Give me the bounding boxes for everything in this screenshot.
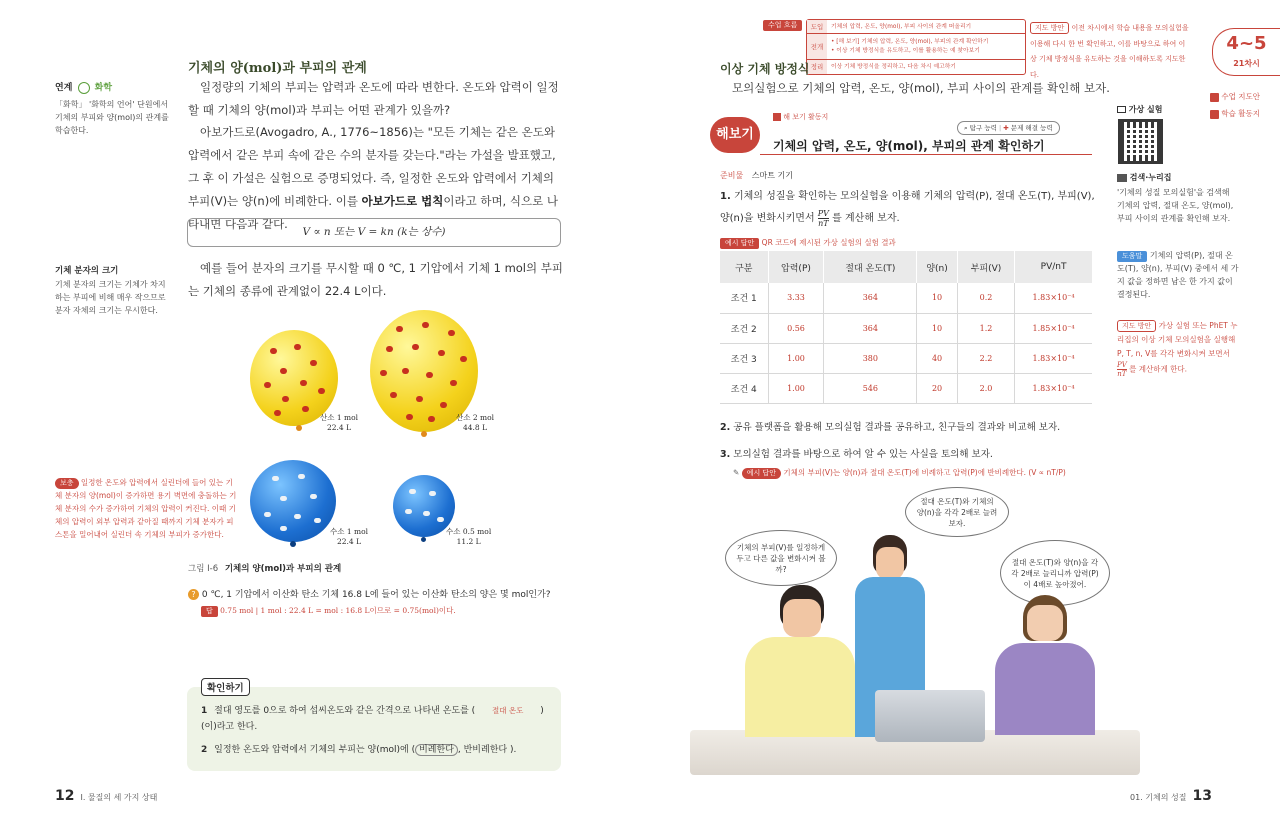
activity-tag: 해보기 — [710, 117, 760, 153]
paragraph-3: 예를 들어 분자의 크기를 무시할 때 0 ℃, 1 기압에서 기체 1 mol의 부피는 기체의 종류에 관계없이 22.4 L이다. — [188, 261, 563, 298]
search-section: 검색·누리집 '기체의 성질 모의실험'을 검색해 기체의 압력, 절대 온도, 양(mol), 부피 사이의 관계를 확인해 보자. — [1117, 172, 1239, 225]
activity-skills: ⌕ 탐구 능력 | ✚ 문제 해결 능력 — [957, 121, 1060, 135]
guide-pv-nt-fraction: $\frac{PV}{nT}$ — [1117, 361, 1127, 378]
flow-row-intro: 도입 기체의 압력, 온도, 양(mol), 부피 사이의 관계 떠올리기 — [807, 20, 1025, 34]
balloon-figure — [230, 305, 530, 560]
question — [188, 588, 568, 602]
virtual-lab-label: 가상 실험 — [1117, 104, 1163, 115]
col-header: 절대 온도(T) — [824, 251, 917, 283]
example-header: 예시 답안 QR 코드에 제시된 가상 실험의 실험 결과 — [720, 237, 896, 249]
footer-chapter: 01. 기체의 성질 — [1130, 793, 1187, 802]
result-table — [720, 251, 1092, 404]
check-q1-answer: 절대 온도 — [492, 706, 524, 715]
oxygen-1mol-balloon — [250, 330, 338, 426]
figure-caption — [188, 562, 341, 574]
help-text: 기체의 압력(P), 절대 온도(T), 양(n), 부피(V) 중에서 세 가지 값을 정하면 남은 한 가지 값이 결정된다. — [1117, 251, 1239, 299]
guide-top-text: 이전 차시에서 학습 내용을 모의실험을 이용해 다시 한 번 확인하고, 이를 바탕으로 하여 이상 기체 방정식을 유도하는 것을 이해하도록 지도한다. — [1030, 24, 1189, 79]
table-header-row — [720, 251, 1092, 283]
activity-title: 기체의 압력, 온도, 양(mol), 부피의 관계 확인하기 — [773, 139, 1045, 153]
oxygen-2mol-label: 산소 2 mol 44.8 L — [456, 413, 495, 432]
table-row: 조건 2 0.56 364 10 1.2 1.85×10⁻⁴ — [720, 313, 1092, 343]
student-left — [745, 585, 855, 735]
students-illustration — [690, 485, 1140, 780]
answer-text: 0.75 mol | 1 mol : 22.4 L = mol : 16.8 L이므로 = 0.75(mol)이다. — [220, 606, 456, 615]
activity-sub-tag[interactable]: 해 보기 활동지 — [773, 112, 828, 122]
check-box — [187, 683, 561, 771]
laptop — [875, 690, 985, 742]
search-web-icon — [1117, 174, 1127, 182]
check-title: 확인하기 — [201, 678, 250, 696]
answer-tag: 답 — [201, 606, 218, 617]
sidebar-size-title: 기체 분자의 크기 — [55, 266, 119, 276]
step-3: 3. 모의실험 결과를 바탕으로 하여 알 수 있는 사실을 토의해 보자. — [720, 449, 993, 460]
session-label: 21차시 — [1233, 59, 1260, 68]
col-header: 양(n) — [917, 251, 958, 283]
guide-tag: 지도 방안 — [1117, 320, 1156, 332]
monitor-icon — [1117, 106, 1126, 113]
sidebar-molecule-size — [55, 264, 173, 317]
supplement-text: 일정한 온도와 압력에서 실린더에 들어 있는 기체 분자의 양(mol)이 증가하면 용기 벽면에 충돌하는 기체 분자의 수가 증가하여 기체의 압력이 커진다. 이때 기체의 압력이 외부 압력과 같아질 때까지 기체 분자가 피스톤을 밀어내어 실린더 속 기체의 부피가 증가한다. — [55, 478, 237, 539]
lesson-plan-icon — [1210, 93, 1219, 102]
figure-caption-number: 그림 I-6 — [188, 564, 219, 574]
avogadro-law-term: 아보가드로 법칙 — [361, 194, 444, 208]
link-icon — [78, 82, 90, 94]
answer — [201, 605, 456, 617]
prep: 준비물 스마트 기기 — [720, 171, 793, 180]
right-footer — [1130, 788, 1212, 804]
lesson-flow-tag: 수업 흐름 — [763, 20, 802, 31]
col-header: PV/nT — [1015, 251, 1092, 283]
step-1: 1. 기체의 성질을 확인하는 모의실험을 이용해 기체의 압력(P), 절대 온도(T), 부피(V), 양(n)을 변화시키면서 $\frac{PV}{nT}$ 를 계산해 보자. — [720, 191, 1095, 228]
oxygen-1mol-label: 산소 1 mol 22.4 L — [320, 413, 359, 432]
worksheet-mini-icon — [773, 113, 781, 121]
question-text: 0 ℃, 1 기압에서 이산화 탄소 기체 16.8 L에 들어 있는 이산화 탄소의 양은 몇 mol인가? — [201, 590, 551, 600]
paragraph-1: 일정량의 기체의 부피는 압력과 온도에 따라 변한다. 온도와 압력이 일정할 때 기체의 양(mol)과 부피는 어떤 관계가 있을까? — [188, 80, 559, 117]
guide-top-tag: 지도 방안 — [1030, 22, 1069, 34]
qr-code[interactable] — [1118, 119, 1163, 164]
puzzle-icon: ✚ — [1003, 124, 1009, 132]
hydrogen-1mol-balloon — [250, 460, 336, 542]
flow-row-develop: 전개 • [해 보기] 기체의 압력, 온도, 양(mol), 부피의 관계 확인하기 • 이상 기체 방정식을 유도하고, 이를 활용하는 예 찾아보기 — [807, 34, 1025, 60]
paragraph-2-b: 이라고 하며, 식으로 나타내면 다음과 같다. — [188, 194, 558, 231]
col-header: 부피(V) — [957, 251, 1014, 283]
flow-row-wrap: 정리 이상 기체 방정식을 정리하고, 다음 차시 예고하기 — [807, 60, 1025, 74]
col-header: 구분 — [720, 251, 768, 283]
activity-rule — [760, 154, 1092, 155]
worksheet-icon — [1210, 110, 1219, 119]
search-text: '기체의 성질 모의실험'을 검색해 기체의 압력, 절대 온도, 양(mol), 부피 사이의 관계를 확인해 보자. — [1117, 188, 1234, 223]
right-section-title: 이상 기체 방정식 — [720, 62, 810, 76]
supplement — [55, 476, 240, 541]
speech-bubble-2: 기체의 부피(V)를 일정하게 두고 다른 값을 변화시켜 볼까? — [725, 530, 837, 586]
table-row: 조건 3 1.00 380 40 2.2 1.83×10⁻⁴ — [720, 343, 1092, 373]
side-link-worksheet[interactable]: 학습 활동지 — [1210, 108, 1260, 119]
left-footer — [55, 788, 157, 804]
page-number-left: 12 — [55, 788, 75, 804]
speech-bubble-3: 절대 온도(T)와 양(n)을 각각 2배로 늘리니까 압력(P)이 4배로 높아졌어. — [1000, 540, 1110, 606]
right-page — [640, 0, 1280, 838]
check-q1: 1 절대 영도를 0으로 하여 섭씨온도와 같은 간격으로 나타낸 온도를 ( 절대 온도 )(이)라고 한다. — [201, 706, 544, 732]
table-row: 조건 4 1.00 546 20 2.0 1.83×10⁻⁴ — [720, 373, 1092, 403]
paragraph-2-a: 아보가드로(Avogadro, A., 1776~1856)는 "모든 기체는 같은 온도와 압력에서 같은 부피 속에 같은 수의 분자를 갖는다."라는 가설을 발표했고, 그 후 이 가설은 실험으로 증명되었다. 즉, 일정한 온도와 압력에서 기체의 부피(V)는 양(n)에 비례한다. 이를 — [188, 125, 556, 208]
search-icon: ⌕ — [964, 124, 968, 132]
table-row: 조건 1 3.33 364 10 0.2 1.83×10⁻⁴ — [720, 283, 1092, 313]
hydrogen-1mol-label: 수소 1 mol 22.4 L — [330, 527, 369, 546]
formula: V ∝ n 또는 V = kn (k는 상수) — [302, 226, 446, 238]
link-text: 「화학」 '화학의 언어' 단원에서 기체의 부피와 양(mol)의 관계를 학습한다. — [55, 99, 169, 135]
student-right — [995, 595, 1095, 735]
link-label: 연계 — [55, 83, 73, 93]
pv-nt-fraction: $\frac{PV}{nT}$ — [817, 208, 829, 228]
session-range: 4~5 — [1226, 33, 1267, 54]
sidebar-size-text: 기체 분자의 크기는 기체가 차지하는 부피에 비해 매우 작으므로 분자 자체의 크기는 무시한다. — [55, 280, 166, 315]
page-number-right: 13 — [1192, 788, 1212, 804]
help-section — [1117, 249, 1239, 301]
guide-section: 지도 방안 가상 실험 또는 PhET 누리집의 이상 기체 모의실험을 실행해 P, T, n, V를 각각 변화시켜 보면서 $\frac{PV}{nT}$ 를 계산하게 한다. — [1117, 321, 1238, 378]
pencil-icon: ✎ — [733, 468, 740, 477]
question-icon: ? — [188, 589, 199, 600]
help-tag: 도움말 — [1117, 251, 1147, 262]
speech-bubble-1: 절대 온도(T)와 기체의 양(n)을 각각 2배로 늘려 보자. — [905, 487, 1009, 537]
figure-caption-text: 기체의 양(mol)과 부피의 관계 — [224, 564, 342, 574]
footer-unit: I. 물질의 세 가지 상태 — [80, 793, 158, 802]
sidebar-link — [55, 80, 173, 137]
col-header: 압력(P) — [768, 251, 824, 283]
section-title: 기체의 양(mol)과 부피의 관계 — [188, 61, 367, 76]
hydrogen-half-mol-label: 수소 0.5 mol 11.2 L — [446, 527, 492, 546]
step-3-answer: ✎ 예시 답안 기체의 부피(V)는 양(n)과 절대 온도(T)에 비례하고 압력(P)에 반비례한다. (V ∝ nT/P) — [733, 468, 1066, 477]
supplement-tag: 보충 — [55, 478, 79, 489]
formula-box — [187, 218, 561, 247]
check-q2: 2 일정한 온도와 압력에서 기체의 부피는 양(mol)에 ( 비례한다 , 반비례한다 ). — [201, 745, 517, 755]
intro: 모의실험으로 기체의 압력, 온도, 양(mol), 부피 사이의 관계를 확인해 보자. — [732, 81, 1110, 95]
link-subject: 화학 — [94, 83, 113, 93]
session-badge — [1212, 28, 1280, 76]
guide-top — [1030, 21, 1192, 83]
side-link-lesson-plan[interactable]: 수업 지도안 — [1210, 91, 1260, 102]
step-2: 2. 공유 플랫폼을 활용해 모의실험 결과를 공유하고, 친구들의 결과와 비교해 보자. — [720, 422, 1061, 433]
check-q2-answer: 비례한다 — [415, 744, 458, 756]
